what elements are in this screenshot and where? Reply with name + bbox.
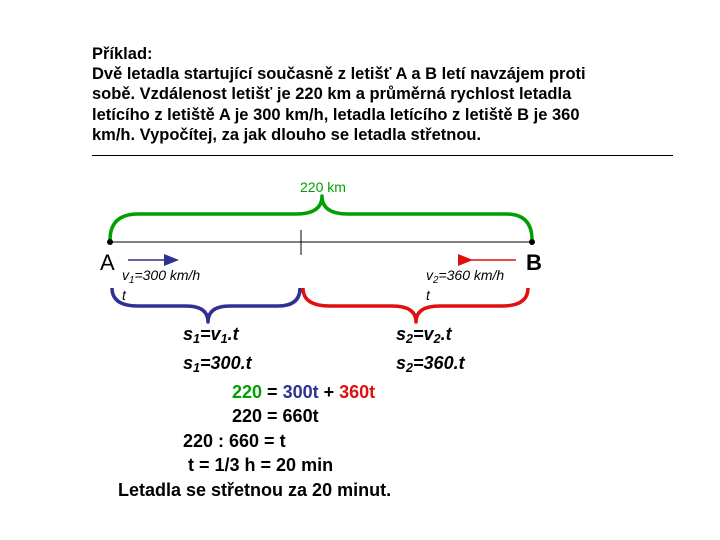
problem-line-1: Dvě letadla startující současně z letišť A a B letí navzájem proti [92,65,586,84]
solution-line-3: 220 : 660 = t [183,431,286,451]
problem-line-4: km/h. Vypočítej, za jak dlouho se letadla střetnou. [92,125,482,144]
plane-b-velocity: $v_2=360$ km/h t [426,267,505,303]
formula-s2: $s_2=v_2.t$ $s_2=360.t$ [396,324,465,375]
problem-heading: Příklad: [92,45,153,63]
plane-a-velocity: $v_1=300$ km/h t [122,267,201,303]
point-a-label: A [100,250,115,275]
solution-line-2: 220 = 660t [232,406,319,426]
distance-label: 220 km [300,179,346,195]
problem-line-2: sobě. Vzdálenost letišť je 220 km a průměrná rychlost letadla [92,85,572,104]
point-b-dot [529,239,535,245]
solution-line-4: t = 1/3 h = 20 min [188,455,334,475]
problem-line-3: letícího z letiště A je 300 km/h, letadla letícího z letiště B je 360 [92,105,580,124]
solution-line-5: Letadla se střetnou za 20 minut. [118,480,392,500]
plane-b-time: t [426,287,430,303]
formula-s1: $s_1=v_1.t$ $s_1=300.t$ [183,324,252,375]
point-a-dot [107,239,113,245]
green-brace [110,196,532,240]
solution-line-1: 220 = 300t + 360t [232,382,376,402]
point-b-label: B [526,250,542,275]
plane-a-time: t [122,287,126,303]
